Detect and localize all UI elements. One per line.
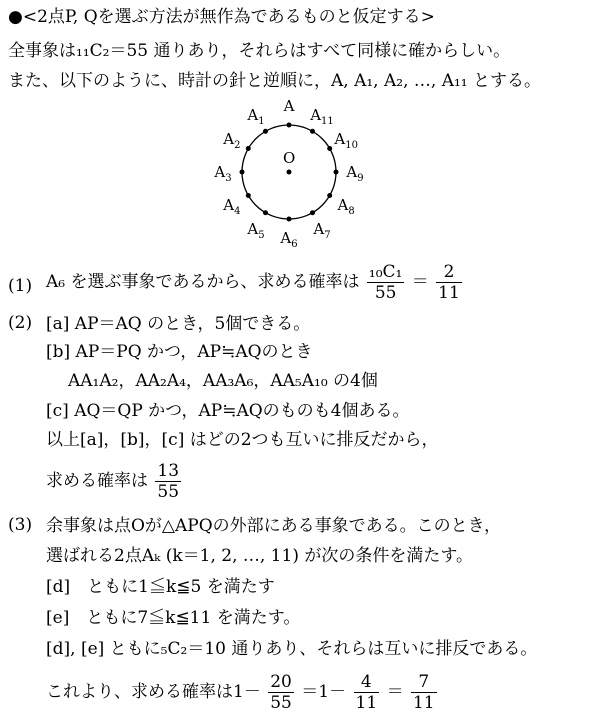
point-a8 — [327, 193, 332, 198]
q1-fraction-2 — [436, 262, 462, 303]
q3-equals: ＝ — [386, 682, 404, 702]
point-label-a: A — [283, 97, 295, 115]
q2-answer-bottom: 55 — [157, 482, 180, 502]
q1-line — [46, 262, 464, 303]
q2-answer-prefix: 求める確率は — [46, 471, 148, 491]
center-label: O — [283, 149, 296, 167]
q3-final-line — [46, 672, 439, 713]
point-a5 — [263, 210, 268, 215]
point-label-a1: $A_1$ — [247, 105, 265, 127]
q2-case-b-list: AA₁A₂，AA₂A₄，AA₃A₆，AA₅A₁₀ の4個 — [68, 371, 378, 391]
q3-line-1: 余事象は点Oが△APQの外部にある事象である。このとき， — [46, 516, 501, 536]
point-a10 — [327, 146, 332, 151]
q1-frac1-top: ₁₀C₁ — [368, 262, 403, 282]
q2-case-c: [c] AQ＝QP かつ，AP≒AQのものも4個ある。 — [46, 401, 410, 421]
intro-line-1: 全事象は₁₁C₂＝55 通りあり，それらはすべて同様に確からしい。 — [8, 41, 511, 61]
q2-case-b: [b] AP＝PQ かつ，AP≒AQのとき — [46, 342, 313, 362]
section-title: ●<2点P, Qを選ぶ方法が無作為であるものと仮定する> — [8, 7, 435, 27]
q3-f1-top: 20 — [270, 672, 292, 692]
q3-line-2: 選ばれる2点Aₖ (k＝1, 2, …, 11) が次の条件を満たす。 — [46, 546, 473, 566]
point-label-a10: $A_{10}$ — [334, 130, 358, 151]
q2-answer-fraction — [155, 461, 181, 502]
point-label-a3: $A_3$ — [214, 163, 232, 184]
q1-fraction-1 — [367, 262, 404, 303]
point-a2 — [246, 146, 251, 151]
q2-number: (2) — [8, 313, 33, 333]
point-a4 — [246, 193, 251, 198]
q1-text: A₆ を選ぶ事象であるから、求める確率は — [46, 272, 360, 292]
q1-frac2-top: 2 — [436, 262, 462, 283]
q2-answer-line — [46, 461, 183, 502]
q3-number: (3) — [8, 515, 33, 535]
q2-summary: 以上[a]，[b]，[c] はどの2つも互いに排反だから， — [46, 430, 439, 450]
point-label-a2: $A_2$ — [223, 130, 241, 151]
q3-f3-top: 7 — [411, 672, 437, 693]
q3-f1-bottom: 55 — [270, 693, 292, 713]
point-a — [287, 123, 292, 128]
point-label-a4: $A_4$ — [223, 196, 241, 217]
q3-mid: ＝1－ — [301, 682, 347, 702]
q1-frac2-bottom: 11 — [438, 283, 460, 303]
point-a11 — [310, 129, 315, 134]
q3-final-prefix: これより、求める確率は1－ — [46, 682, 261, 702]
q2-answer-top: 13 — [157, 461, 180, 481]
center-dot — [287, 170, 292, 175]
q3-case-de: [d], [e] ともに₅C₂＝10 通りあり、それらは互いに排反である。 — [46, 639, 538, 659]
circle-points — [213, 97, 363, 250]
point-label-a8: $A_8$ — [337, 196, 355, 217]
point-a3 — [240, 170, 245, 175]
q3-case-e: [e] ともに7≦k≦11 を満たす。 — [46, 608, 301, 628]
point-a6 — [287, 217, 292, 222]
point-a7 — [310, 210, 315, 215]
point-label-a7: $A_7$ — [313, 220, 331, 242]
intro-line-2: また、以下のように、時計の針と逆順に，A, A₁, A₂, …, A₁₁ とする。 — [8, 71, 542, 91]
point-label-a6: $A_6$ — [280, 229, 298, 250]
q3-f2-bottom: 11 — [355, 693, 378, 713]
q3-f3-bottom: 11 — [412, 693, 435, 713]
point-label-a9: $A_9$ — [346, 163, 364, 184]
q1-frac1-bottom: 55 — [374, 283, 397, 303]
q3-f2-top: 4 — [354, 672, 380, 693]
q3-fraction-3 — [411, 672, 437, 713]
q3-case-d: [d] ともに1≦k≦5 を満たす — [46, 577, 275, 597]
q3-fraction-2 — [354, 672, 380, 713]
circle-outline — [242, 125, 336, 219]
q3-fraction-1 — [268, 672, 294, 713]
point-label-a5: $A_5$ — [247, 220, 265, 242]
q1-number: (1) — [8, 276, 33, 296]
point-a9 — [334, 170, 339, 175]
point-label-a11: $A_{11}$ — [310, 105, 334, 127]
q1-equals: ＝ — [411, 272, 429, 292]
q2-case-a: [a] AP＝AQ のとき，5個できる。 — [46, 314, 311, 334]
point-a1 — [263, 129, 268, 134]
